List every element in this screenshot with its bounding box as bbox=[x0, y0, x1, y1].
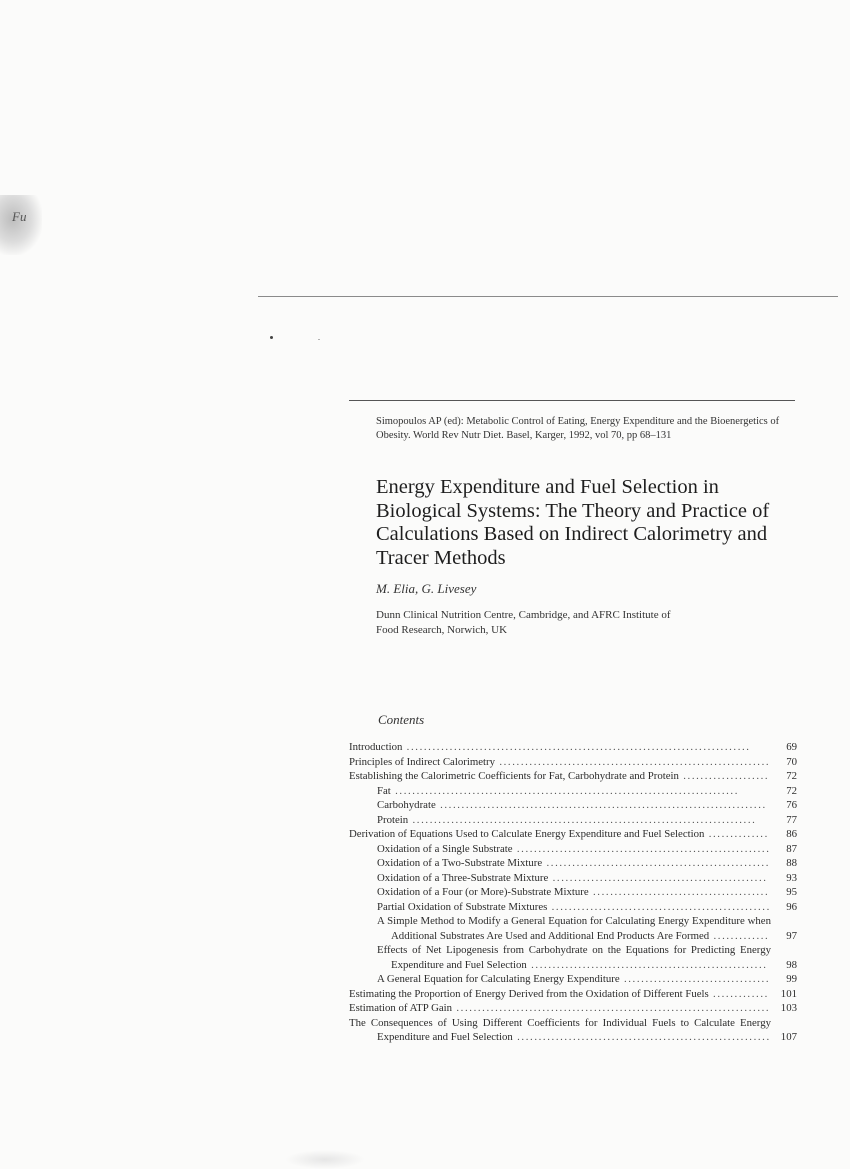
toc-entry[interactable] bbox=[349, 842, 797, 857]
toc-entry-title bbox=[377, 856, 771, 871]
toc-entry-title bbox=[377, 842, 771, 857]
margin-note: Fu bbox=[12, 209, 27, 224]
toc-entry-label: Estimating the Proportion of Energy Derived from the Oxidation of Different Fuels bbox=[349, 987, 709, 1000]
toc-entry[interactable] bbox=[349, 827, 797, 842]
toc-entry[interactable] bbox=[349, 885, 797, 900]
toc-leader-dots: ............. bbox=[708, 987, 769, 1000]
toc-leader-dots: .................................................... bbox=[542, 857, 771, 869]
toc-leader-dots: ........................................................... bbox=[512, 1031, 771, 1043]
toc-entry-title bbox=[349, 740, 771, 755]
toc-page-number: 101 bbox=[780, 987, 797, 1000]
toc-entry-title bbox=[377, 972, 771, 987]
toc-page-number: 103 bbox=[780, 1002, 797, 1014]
toc-entry[interactable] bbox=[349, 871, 797, 886]
toc-entry-title bbox=[349, 987, 771, 1002]
scan-smudge bbox=[285, 1150, 365, 1169]
toc-leader-dots: ....................................................... bbox=[526, 958, 768, 971]
toc-entry-title bbox=[349, 827, 771, 842]
toc-entry-title bbox=[377, 900, 771, 915]
toc-page-number: 93 bbox=[786, 871, 797, 884]
toc-entry-title bbox=[349, 769, 771, 784]
toc-entry-label: Partial Oxidation of Substrate Mixtures bbox=[377, 900, 548, 913]
toc-entry-label: Protein bbox=[377, 813, 409, 826]
toc-page-number: 95 bbox=[786, 886, 797, 898]
table-of-contents bbox=[349, 740, 797, 1045]
top-rule bbox=[258, 296, 838, 297]
toc-entry[interactable] bbox=[349, 1001, 797, 1016]
toc-entry[interactable] bbox=[349, 987, 797, 1002]
toc-entry-title bbox=[349, 1016, 771, 1045]
toc-entry-label: Principles of Indirect Calorimetry bbox=[349, 755, 496, 768]
toc-leader-dots: ................................................................................ bbox=[402, 741, 751, 753]
toc-page-number: 96 bbox=[786, 900, 797, 913]
toc-leader-dots: .................................................. bbox=[548, 871, 768, 884]
toc-entry-title bbox=[349, 1001, 771, 1016]
toc-leader-dots: ............................................................................ bbox=[435, 799, 767, 811]
toc-entry[interactable] bbox=[349, 943, 797, 972]
contents-heading: Contents bbox=[378, 712, 425, 727]
toc-entry-title bbox=[377, 813, 771, 828]
toc-entry-label: A General Equation for Calculating Energy Expenditure bbox=[377, 973, 620, 985]
toc-page-number: 107 bbox=[780, 1031, 797, 1043]
header-rule bbox=[349, 400, 795, 401]
affiliation-line: Food Research, Norwich, UK bbox=[376, 624, 508, 636]
toc-entry[interactable] bbox=[349, 740, 797, 755]
toc-entry-title bbox=[377, 914, 771, 943]
toc-leader-dots: ................................................................................ bbox=[408, 813, 757, 826]
toc-leader-dots: ............................................................... bbox=[495, 755, 771, 768]
toc-entry[interactable] bbox=[349, 798, 797, 813]
authors: M. Elia, G. Livesey bbox=[376, 581, 477, 596]
toc-page-number: 72 bbox=[786, 770, 797, 782]
toc-entry-label: Oxidation of a Two-Substrate Mixture bbox=[377, 857, 543, 869]
toc-entry[interactable] bbox=[349, 900, 797, 915]
toc-entry-title bbox=[377, 943, 771, 972]
toc-entry-label: Estimation of ATP Gain bbox=[349, 1002, 453, 1014]
toc-entry-title bbox=[377, 871, 771, 886]
toc-page-number: 77 bbox=[786, 813, 797, 826]
toc-entry-label: Oxidation of a Three-Substrate Mixture bbox=[377, 871, 549, 884]
toc-leader-dots: .............. bbox=[704, 828, 769, 840]
toc-entry-label: The Consequences of Using Different Coefficients for Individual Fuels to Calculate Energy Expenditure and Fuel Selection bbox=[349, 1016, 771, 1043]
toc-leader-dots: ......................................... bbox=[588, 886, 770, 898]
toc-page-number: 97 bbox=[786, 929, 797, 942]
toc-entry[interactable] bbox=[349, 755, 797, 770]
article-title: Energy Expenditure and Fuel Selection in Biological Systems: The Theory and Practice of Calculations Based on Indirect Calorimetry and Tracer Methods bbox=[376, 476, 770, 569]
toc-entry[interactable] bbox=[349, 769, 797, 784]
toc-entry-label: A Simple Method to Modify a General Equation for Calculating Energy Expenditure when Additional Substrates Are Used and Additional End Products Are Formed bbox=[377, 915, 771, 942]
toc-leader-dots: .................................. bbox=[619, 973, 771, 985]
toc-entry-label: Establishing the Calorimetric Coefficients for Fat, Carbohydrate and Protein bbox=[349, 770, 679, 782]
toc-entry-label: Oxidation of a Single Substrate bbox=[377, 842, 513, 855]
toc-entry[interactable] bbox=[349, 784, 797, 799]
toc-entry-label: Oxidation of a Four (or More)-Substrate Mixture bbox=[377, 886, 589, 898]
toc-entry-title bbox=[377, 798, 771, 813]
toc-leader-dots: .................... bbox=[678, 770, 770, 782]
toc-entry-label: Derivation of Equations Used to Calculate Energy Expenditure and Fuel Selection bbox=[349, 828, 705, 840]
toc-entry-label: Fat bbox=[377, 784, 391, 797]
toc-leader-dots: ............. bbox=[709, 929, 770, 942]
toc-leader-dots: ................................................................................ bbox=[390, 784, 740, 797]
toc-entry[interactable] bbox=[349, 972, 797, 987]
toc-entry-label: Effects of Net Lipogenesis from Carbohydrate on the Equations for Predicting Energy Expenditure and Fuel Selection bbox=[377, 944, 771, 971]
toc-page-number: 76 bbox=[786, 799, 797, 811]
scan-smudge bbox=[0, 195, 42, 255]
toc-entry-title bbox=[377, 885, 771, 900]
toc-entry-title bbox=[377, 784, 771, 799]
toc-leader-dots: ........................................................... bbox=[512, 842, 771, 855]
toc-page-number: 87 bbox=[786, 842, 797, 855]
toc-entry-label: Carbohydrate bbox=[377, 799, 436, 811]
scan-speck bbox=[318, 339, 320, 340]
toc-page-number: 88 bbox=[786, 857, 797, 869]
toc-leader-dots: ......................................................................... bbox=[452, 1002, 771, 1014]
toc-leader-dots: ................................................... bbox=[547, 900, 771, 913]
citation: Simopoulos AP (ed): Metabolic Control of Eating, Energy Expenditure and the Bioenergetics of Obesity. World Rev Nutr Diet. Basel, Karger, 1992, vol 70, pp 68–131 bbox=[376, 416, 780, 441]
toc-page-number: 86 bbox=[786, 828, 797, 840]
toc-page-number: 72 bbox=[786, 784, 797, 797]
toc-entry-title bbox=[349, 755, 771, 770]
toc-entry[interactable] bbox=[349, 813, 797, 828]
toc-page-number: 99 bbox=[786, 973, 797, 985]
toc-entry[interactable] bbox=[349, 1016, 797, 1045]
toc-entry[interactable] bbox=[349, 856, 797, 871]
affiliation-line: Dunn Clinical Nutrition Centre, Cambridge, and AFRC Institute of bbox=[376, 609, 671, 621]
scan-speck bbox=[270, 336, 273, 339]
affiliation bbox=[376, 608, 776, 638]
toc-entry[interactable] bbox=[349, 914, 797, 943]
toc-page-number: 98 bbox=[786, 958, 797, 971]
toc-page-number: 69 bbox=[786, 741, 797, 753]
toc-page-number: 70 bbox=[786, 755, 797, 768]
toc-entry-label: Introduction bbox=[349, 741, 403, 753]
